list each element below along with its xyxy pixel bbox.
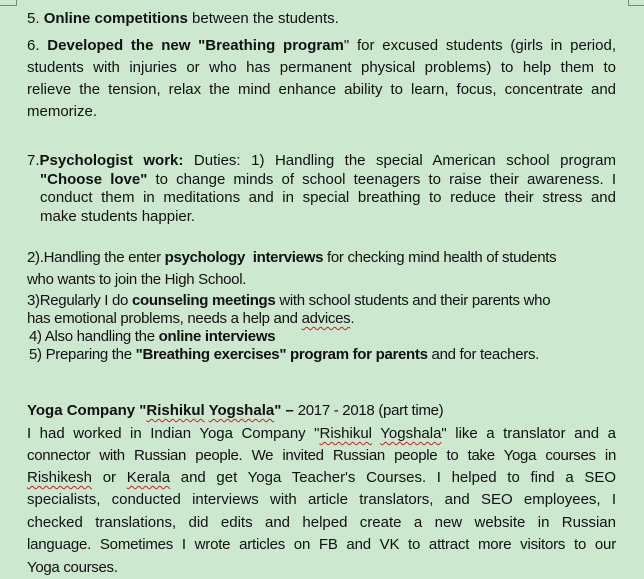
text: " for excused students (girls in period,	[343, 37, 616, 54]
yoga-paragraph-line-2: connector with Russian people. We invited Russian people to take Yoga courses in	[27, 447, 616, 464]
item-7-line-3: conduct them in meditations and in special breathing to reduce their stress and	[40, 189, 616, 206]
bold-text: counseling meetings	[131, 292, 276, 309]
bold-text: online interviews	[158, 328, 276, 345]
text: 4) Also handling the	[29, 328, 159, 345]
text: .	[350, 310, 355, 327]
bold-text: "Breathing exercises" program for parents	[135, 346, 428, 363]
crop-mark-top-left	[0, 0, 17, 6]
text: Duties: 1) Handling the special American school program	[183, 152, 616, 169]
yoga-company-heading	[27, 402, 443, 420]
text: 5) Preparing the	[29, 346, 136, 363]
spellcheck-word: advices	[301, 310, 351, 327]
text: " like a translator and a	[441, 425, 616, 442]
yoga-paragraph-line-4: specialists, conducted interviews with article translators, and SEO employees, I	[27, 491, 616, 508]
duty-3-line-2	[27, 310, 354, 328]
item-6-line-3: relieve the tension, relax the mind enhance ability to learn, focus, concentrate and	[27, 81, 616, 98]
bold-text: Developed the new "Breathing program	[47, 37, 344, 54]
text: 3)Regularly I do	[27, 292, 132, 309]
duty-4	[29, 328, 275, 346]
item-6-line-1	[27, 37, 616, 55]
crop-mark-top-right	[628, 0, 644, 6]
text: I had worked in Indian Yoga Company "	[27, 425, 320, 442]
duty-5	[29, 346, 539, 364]
company-name	[27, 402, 294, 419]
text: between the students.	[187, 10, 339, 27]
bold-text: "Choose love"	[40, 171, 148, 188]
duty-2-line-1	[27, 249, 556, 267]
text: " –	[274, 402, 294, 419]
bold-text: Online competitions	[43, 10, 188, 27]
item-number: 7.	[27, 152, 40, 169]
text	[372, 425, 380, 442]
text: to change minds of school teenagers to raise their awareness. I	[147, 171, 616, 188]
text: with school students and their parents who	[275, 292, 551, 309]
yoga-paragraph-line-7: Yoga courses.	[27, 559, 118, 576]
text: 2).Handling the enter	[27, 249, 165, 266]
item-7-line-1	[27, 152, 616, 170]
item-7-line-2	[40, 171, 616, 189]
bold-text: Psychologist work:	[39, 152, 184, 169]
item-7-line-4: make students happier.	[40, 208, 196, 225]
spellcheck-word: Yogshala	[380, 425, 442, 442]
yoga-paragraph-line-3	[27, 469, 616, 487]
dates: 2017 - 2018 (part time)	[293, 402, 444, 419]
spellcheck-word: Rishikul	[319, 425, 373, 442]
item-number: 6.	[27, 37, 48, 54]
spellcheck-word: Kerala	[126, 469, 171, 486]
item-6-line-2: students with injuries or who has permanent physical problems) to help them to	[27, 59, 616, 76]
spellcheck-word: Yogshala	[208, 402, 275, 419]
yoga-paragraph-line-6: language. Sometimes I wrote articles on FB and VK to attract more visitors to our	[27, 536, 616, 553]
text: and get Yoga Teacher's Courses. I helped to find a SEO	[170, 469, 616, 486]
yoga-paragraph-line-5: checked translations, did edits and helped create a new website in Russian	[27, 514, 616, 531]
text: has emotional problems, needs a help and	[27, 310, 302, 327]
item-5	[27, 10, 339, 28]
bold-text: psychology interviews	[164, 249, 324, 266]
text: for checking mind health of students	[323, 249, 557, 266]
duty-2-line-2: who wants to join the High School.	[27, 271, 247, 288]
spellcheck-word: Rishikesh	[27, 469, 93, 486]
text: or	[92, 469, 127, 486]
duty-3-line-1	[27, 292, 550, 310]
text: Yoga Company "	[27, 402, 147, 419]
yoga-paragraph-line-1	[27, 425, 616, 443]
text: and for teachers.	[427, 346, 540, 363]
item-6-line-4: memorize.	[27, 103, 98, 120]
item-number: 5.	[27, 10, 44, 27]
spellcheck-word: Rishikul	[146, 402, 205, 419]
